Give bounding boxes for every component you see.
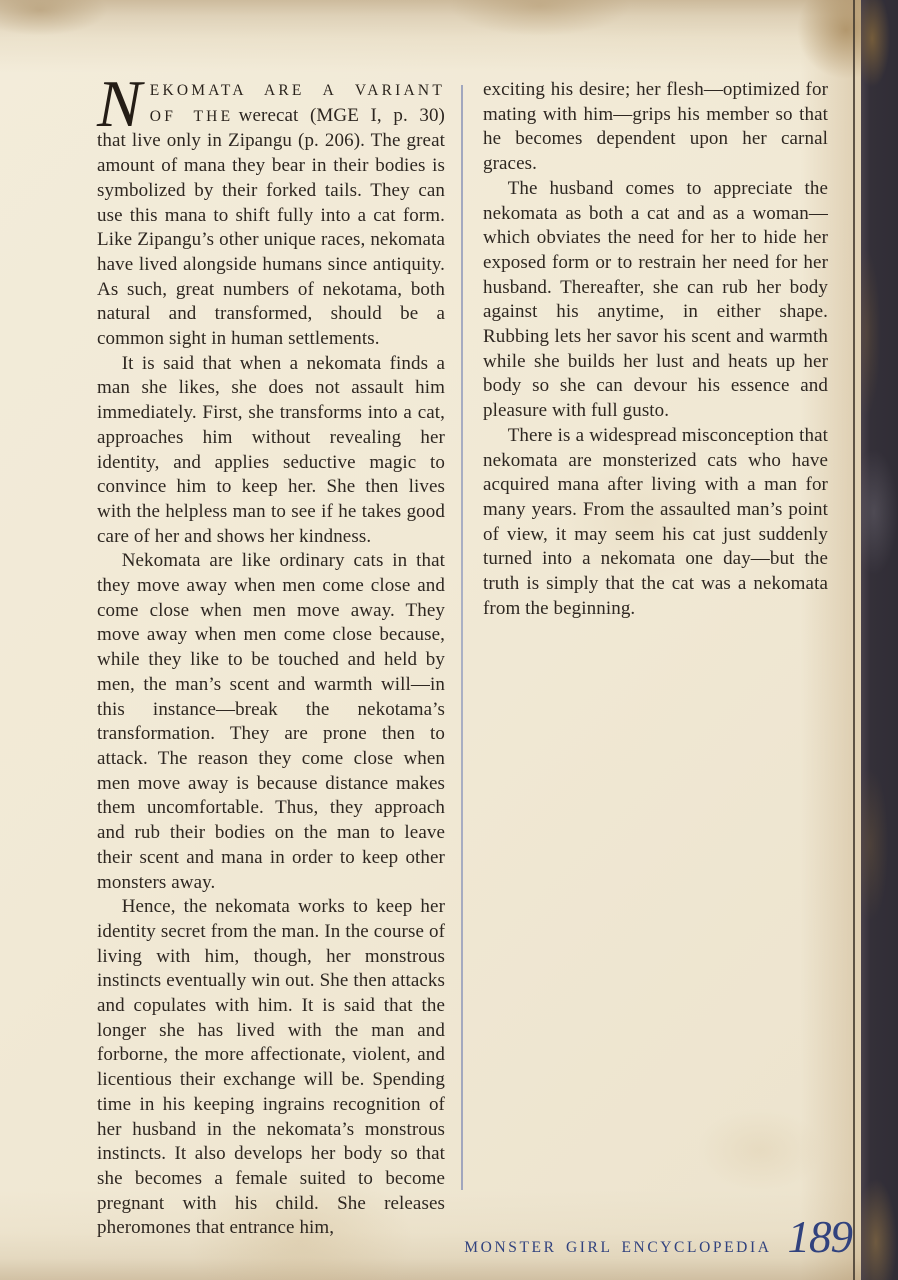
body-paragraph: There is a widespread misconception that nekomata are monsterized cats who have acquired mana after living with a man for many years. From the assaulted man’s point of view, it may seem his cat just suddenly turned into a nekomata one day—but the truth is simply that the cat was a nekomata from the beginning. xyxy=(483,424,828,619)
footer-book-title: MONSTER GIRL ENCYCLOPEDIA xyxy=(464,1239,772,1256)
drop-cap-letter: N xyxy=(97,67,142,141)
body-paragraph: It is said that when a nekomata finds a man she likes, she does not assault him immediately. First, she transforms into a cat, approaches him without revealing her identity, and applies seductive magic to convince him to keep her. She then lives with the helpless man to see if he takes good care of her and shows her kindness. xyxy=(97,352,445,547)
left-column xyxy=(97,67,445,1241)
opening-text: werecat (MGE I, p. 30) that live only in Zipangu (p. 206). The great amount of mana they bear in their bodies is symbolized by their forked tails. They can use this mana to shift fully into a cat form. Like Zipangu’s other unique races, nekomata have lived alongside humans since antiquity. As such, great numbers of nekotama, both natural and transformed, should be a common sight in human settlements. xyxy=(97,104,445,350)
body-paragraph: exciting his desire; her flesh—optimized for mating with him—grips his member so that he becomes dependent upon her carnal graces. xyxy=(483,79,828,175)
column-divider-rule xyxy=(461,85,463,1190)
body-paragraph: Hence, the nekomata works to keep her identity secret from the man. In the course of living with him, though, her monstrous instincts eventually win out. She then attacks and copulates with him. It is said that the longer she has lived with the man and forborne, the more affectionate, violent, and licentious their exchange will be. Spending time in his keeping ingrains recognition of her husband in the nekomata’s monstrous instincts. It also develops her body so that she becomes a female suited to become pregnant with his child. She releases pheromones that entrance him, xyxy=(97,896,445,1239)
book-edge-band xyxy=(861,0,898,1280)
left-paragraph-list xyxy=(97,352,445,1241)
right-column xyxy=(483,78,828,621)
body-paragraph: Nekomata are like ordinary cats in that they move away when men come close and come close when men move away. They move away when men come close because, while they like to be touched and held by men, the man’s scent and warmth will—in this instance—break the nekotama’s transformation. They are prone then to attack. The reason they come close when men move away is because distance makes them uncomfortable. Thus, they approach and rub their bodies on the man to leave their scent and mana in order to keep other monsters away. xyxy=(97,550,445,893)
page-edge-rule xyxy=(853,0,855,1280)
right-paragraph-list xyxy=(483,78,828,621)
opening-paragraph xyxy=(97,67,445,352)
footer-page-number: 189 xyxy=(787,1212,852,1262)
opening-small-caps: EKOMATA ARE A VARIANT OF THE xyxy=(149,82,445,125)
page-footer xyxy=(464,1212,852,1262)
body-paragraph: The husband comes to appreciate the nekomata as both a cat and as a woman—which obviates the need for her to hide her exposed form or to restrain her need for her husband. Thereafter, she can rub her body against his anytime, in either shape. Rubbing lets her savor his scent and warmth while she builds her lust and heats up her body so she can devour his essence and pleasure with full gusto. xyxy=(483,177,828,422)
